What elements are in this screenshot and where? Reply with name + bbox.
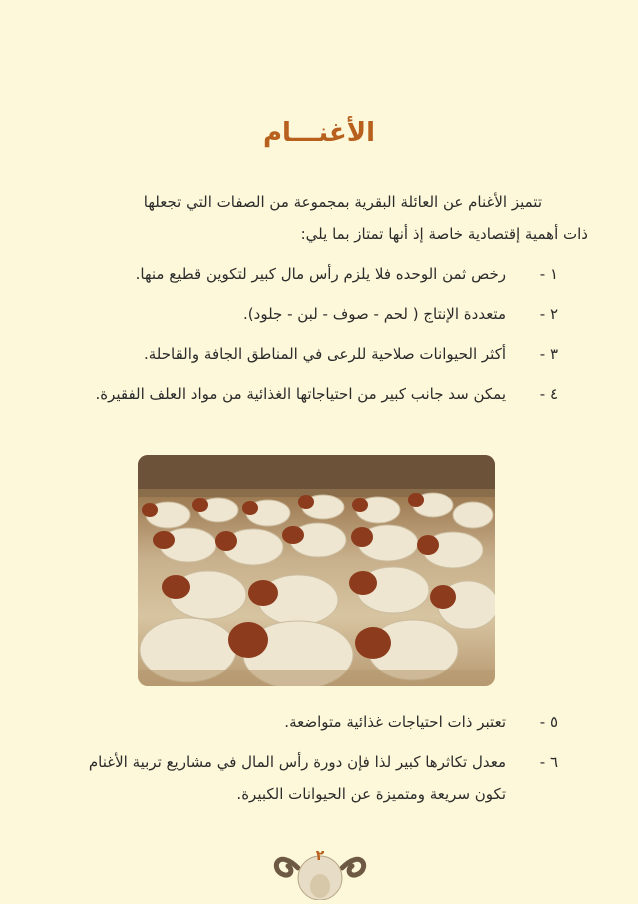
list-item-text: تعتبر ذات احتياجات غذائية متواضعة. [284, 713, 506, 731]
page-number-ornament [268, 838, 372, 900]
page-title: الأغنـــام [262, 118, 376, 148]
list-item-text: يمكن سد جانب كبير من احتياجاتها الغذائية من مواد العلف الفقيرة. [95, 385, 506, 403]
list-item [64, 706, 558, 738]
intro-line-1: تتميز الأغنام عن العائلة البقرية بمجموعة من الصفات التي تجعلها [143, 193, 542, 211]
list-item-text: متعددة الإنتاج ( لحم - صوف - لبن - جلود). [243, 305, 506, 323]
list-item-number: ١ - [539, 265, 558, 283]
list-item [64, 378, 558, 410]
sheep-herd-photo [138, 455, 495, 686]
list-item-text: أكثر الحيوانات صلاحية للرعى في المناطق الجافة والقاحلة. [143, 345, 506, 363]
list-item-number: ٣ - [539, 345, 558, 363]
list-item-number: ٢ - [539, 305, 558, 323]
list-item-number: ٥ - [539, 713, 558, 731]
intro-line-2: ذات أهمية إقتصادية خاصة إذ أنها تمتاز بما يلي: [300, 225, 588, 243]
list-item-text: معدل تكاثرها كبير لذا فإن دورة رأس المال في مشاريع تربية الأغنام تكون سريعة ومتميزة عن الحيوانات الكبيرة. [88, 753, 506, 803]
sheep-illustration [138, 455, 495, 686]
list-item-number: ٦ - [539, 753, 558, 771]
list-item [64, 258, 558, 290]
page-number: ٢ [315, 848, 325, 864]
features-list-continued [64, 706, 558, 818]
list-item [64, 746, 558, 810]
intro-paragraph [60, 186, 588, 250]
list-item-number: ٤ - [539, 385, 558, 403]
list-item [64, 338, 558, 370]
features-list [64, 258, 558, 418]
list-item-text: رخص ثمن الوحده فلا يلزم رأس مال كبير لتكوين قطيع منها. [135, 265, 506, 283]
list-item [64, 298, 558, 330]
